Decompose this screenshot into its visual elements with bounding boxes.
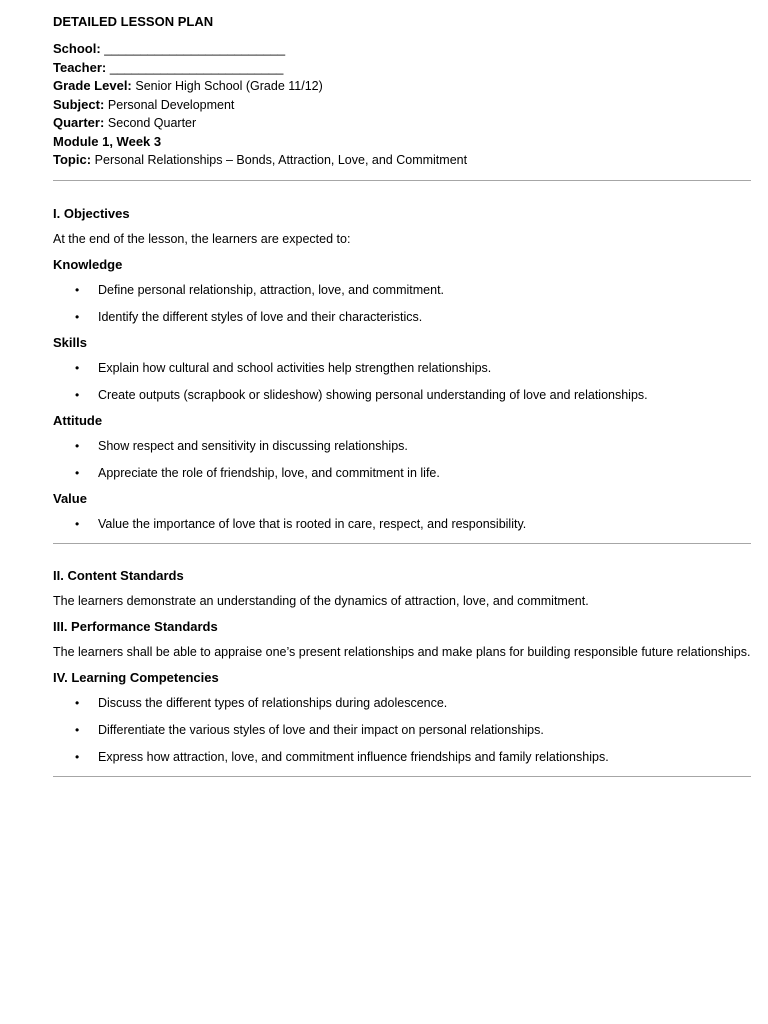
value-heading: Value — [53, 490, 87, 506]
topic-value: Personal Relationships – Bonds, Attraction, Love, and Commitment — [94, 153, 468, 167]
list-item-text: Create outputs (scrapbook or slideshow) showing personal understanding of love and relationships. — [98, 387, 648, 402]
objectives-intro: At the end of the lesson, the learners are expected to: — [53, 231, 351, 246]
list-item — [53, 281, 751, 299]
bullet-icon: • — [75, 438, 80, 453]
bullet-icon: • — [75, 387, 80, 402]
list-item — [53, 515, 751, 533]
divider — [53, 543, 751, 544]
objectives-heading: I. Objectives — [53, 205, 130, 221]
list-item-text: Discuss the different types of relationships during adolescence. — [98, 695, 448, 710]
subject-label: Subject: — [53, 96, 105, 112]
quarter-label: Quarter: — [53, 115, 105, 130]
module-line: Module 1, Week 3 — [53, 133, 162, 149]
list-item-text: Differentiate the various styles of love and their impact on personal relationships. — [98, 722, 544, 737]
list-item-text: Express how attraction, love, and commitment influence friendships and family relationships. — [98, 749, 609, 764]
competencies-list — [53, 694, 751, 766]
list-item — [53, 308, 751, 326]
bullet-icon: • — [75, 749, 80, 764]
attitude-list — [53, 437, 751, 482]
content-standards-heading: II. Content Standards — [53, 567, 184, 583]
bullet-icon: • — [75, 309, 80, 324]
attitude-heading: Attitude — [53, 412, 103, 428]
performance-standards-text: The learners shall be able to appraise one’s present relationships and make plans for building responsible future relationships. — [53, 644, 751, 659]
list-item-text: Appreciate the role of friendship, love, and commitment in life. — [98, 465, 440, 480]
skills-list — [53, 359, 751, 404]
school-label: School: — [53, 41, 101, 56]
school-line — [53, 40, 751, 59]
list-item — [53, 748, 751, 766]
teacher-blank: ________________________ — [109, 59, 284, 75]
knowledge-heading: Knowledge — [53, 256, 123, 272]
knowledge-list — [53, 281, 751, 326]
grade-line — [53, 77, 751, 96]
list-item — [53, 721, 751, 739]
topic-label: Topic: — [53, 152, 92, 167]
list-item — [53, 359, 751, 377]
subject-value: Personal Development — [107, 97, 235, 112]
school-blank: _________________________ — [104, 41, 286, 56]
learning-competencies-heading: IV. Learning Competencies — [53, 669, 219, 685]
bullet-icon: • — [75, 695, 80, 710]
value-list — [53, 515, 751, 533]
bullet-icon: • — [75, 516, 80, 531]
list-item-text: Show respect and sensitivity in discussing relationships. — [98, 438, 408, 453]
divider — [53, 776, 751, 777]
grade-value: Senior High School (Grade 11/12) — [135, 79, 323, 93]
performance-standards-heading: III. Performance Standards — [53, 618, 218, 634]
bullet-icon: • — [75, 722, 80, 737]
list-item-text: Define personal relationship, attraction, love, and commitment. — [98, 282, 445, 297]
grade-label: Grade Level: — [53, 78, 132, 93]
lesson-plan — [53, 14, 751, 777]
divider — [53, 180, 751, 181]
list-item — [53, 694, 751, 712]
list-item — [53, 386, 751, 404]
skills-heading: Skills — [53, 334, 87, 350]
topic-line — [53, 151, 751, 170]
teacher-label: Teacher: — [53, 59, 107, 75]
bullet-icon: • — [75, 465, 80, 480]
list-item — [53, 437, 751, 455]
list-item-text: Value the importance of love that is rooted in care, respect, and responsibility. — [98, 516, 527, 531]
quarter-value: Second Quarter — [107, 116, 197, 130]
bullet-icon: • — [75, 360, 80, 375]
list-item-text: Explain how cultural and school activities help strengthen relationships. — [98, 360, 492, 375]
bullet-icon: • — [75, 282, 80, 297]
subject-line — [53, 96, 751, 115]
content-standards-text: The learners demonstrate an understanding of the dynamics of attraction, love, and commitment. — [53, 593, 589, 608]
list-item — [53, 464, 751, 482]
quarter-line — [53, 114, 751, 133]
document-title: DETAILED LESSON PLAN — [53, 14, 214, 29]
teacher-line — [53, 59, 751, 78]
list-item-text: Identify the different styles of love and their characteristics. — [98, 309, 423, 324]
